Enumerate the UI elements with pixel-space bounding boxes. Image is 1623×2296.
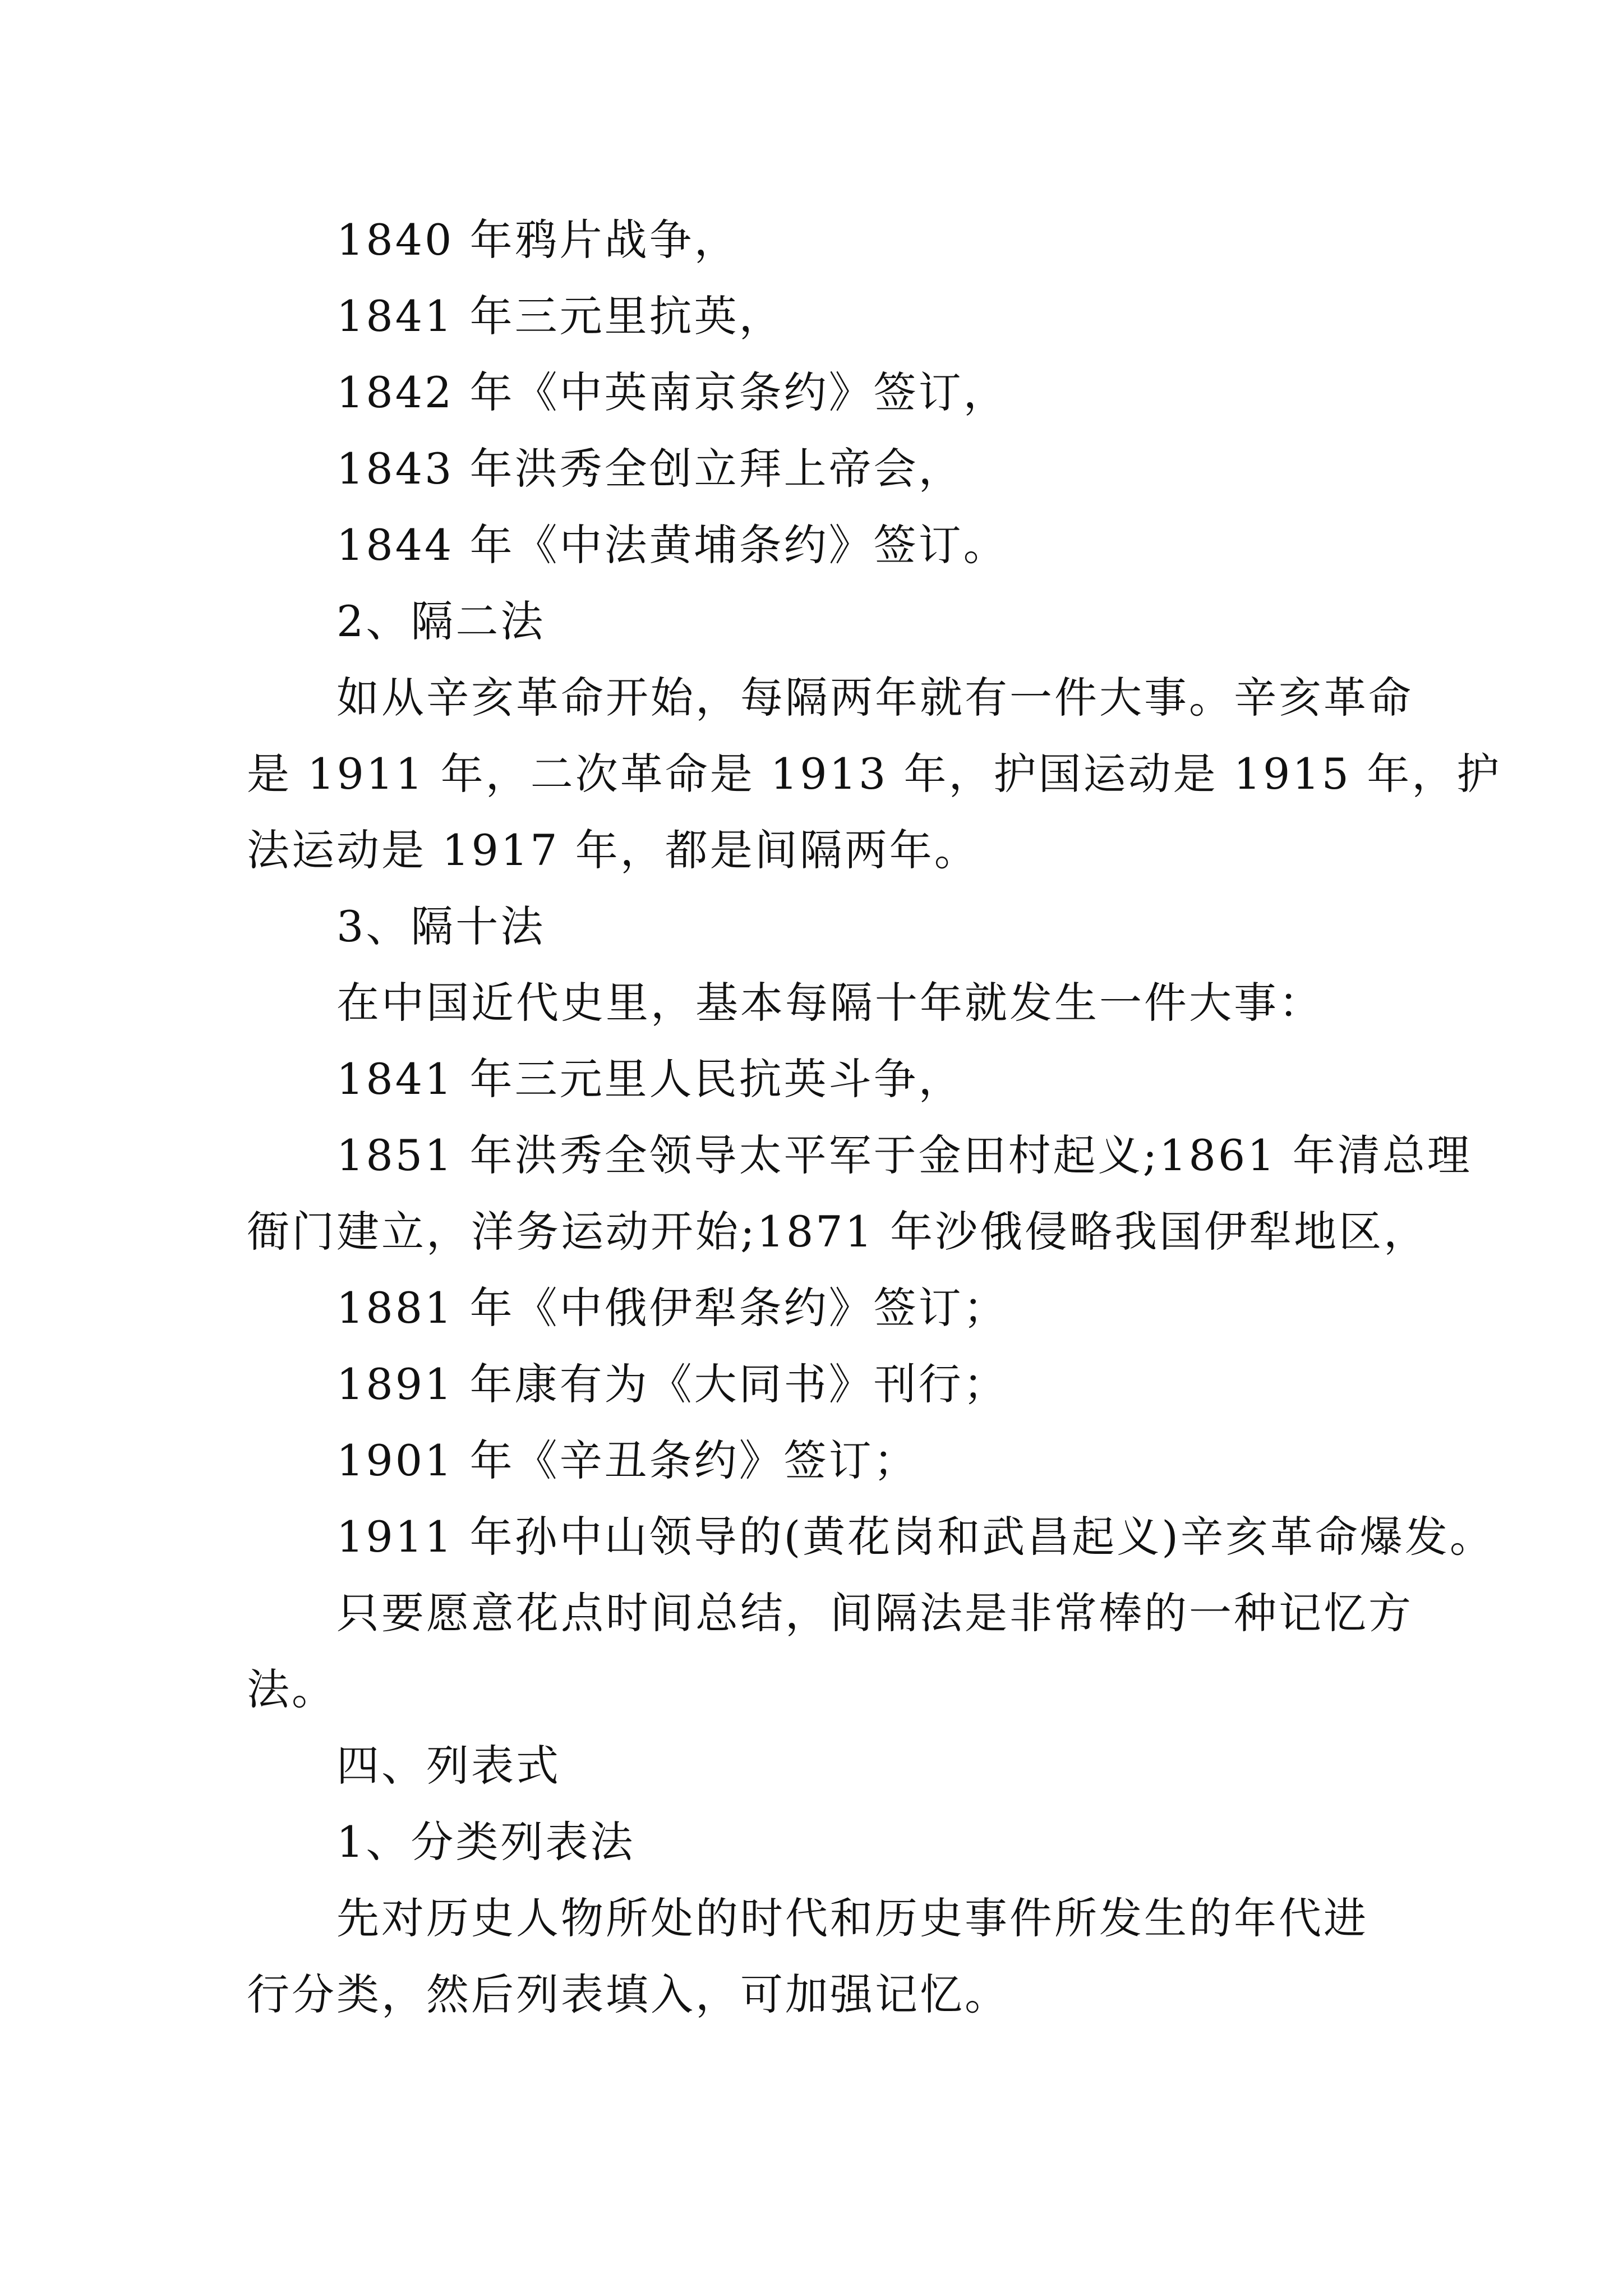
section-heading-every-ten-years: 3、隔十法 — [336, 901, 546, 951]
paragraph-line: 行分类，然后列表填入，可加强记忆。 — [247, 1970, 1009, 2019]
event-line-1841-struggle: 1841 年三元里人民抗英斗争， — [336, 1054, 963, 1104]
section-heading-every-two-years: 2、隔二法 — [336, 596, 546, 646]
section-heading-list-method: 四、列表式 — [336, 1741, 561, 1791]
subsection-heading-classification-list: 1、分类列表法 — [336, 1817, 635, 1867]
paragraph-line: 法运动是 1917 年，都是间隔两年。 — [247, 825, 979, 875]
paragraph-line: 先对历史人物所处的时代和历史事件所发生的年代进 — [336, 1893, 1368, 1943]
event-line-1881: 1881 年《中俄伊犁条约》签订； — [336, 1283, 1008, 1333]
paragraph-line: 在中国近代史里，基本每隔十年就发生一件大事： — [336, 978, 1324, 1028]
event-line-1901: 1901 年《辛丑条约》签订； — [336, 1435, 919, 1485]
paragraph-line: 1851 年洪秀全领导太平军于金田村起义;1861 年清总理 — [336, 1130, 1472, 1180]
document-body — [247, 202, 1502, 2033]
event-line-1840: 1840 年鸦片战争， — [336, 215, 739, 265]
event-line-1841: 1841 年三元里抗英， — [336, 291, 784, 341]
event-line-1842: 1842 年《中英南京条约》签订， — [336, 367, 1008, 417]
paragraph-line: 只要愿意花点时间总结，间隔法是非常棒的一种记忆方 — [336, 1588, 1413, 1638]
paragraph-line: 衙门建立，洋务运动开始;1871 年沙俄侵略我国伊犁地区， — [247, 1207, 1429, 1257]
event-line-1844: 1844 年《中法黄埔条约》签订。 — [336, 520, 1008, 570]
paragraph-line: 法。 — [247, 1664, 336, 1714]
paragraph-line: 如从辛亥革命开始，每隔两年就有一件大事。辛亥革命 — [336, 673, 1413, 723]
event-line-1911: 1911 年孙中山领导的(黄花岗和武昌起义)辛亥革命爆发。 — [336, 1512, 1495, 1562]
paragraph-line: 是 1911 年，二次革命是 1913 年，护国运动是 1915 年，护 — [247, 749, 1502, 799]
event-line-1891: 1891 年康有为《大同书》刊行； — [336, 1359, 1008, 1409]
event-line-1843: 1843 年洪秀全创立拜上帝会， — [336, 444, 963, 494]
